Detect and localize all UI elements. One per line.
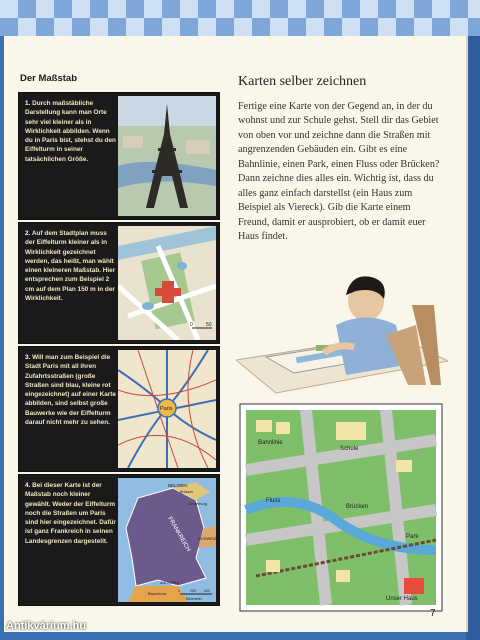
paris-label: Paris	[160, 406, 173, 412]
france-label: FRANKREICH	[166, 516, 191, 553]
section-title: Der Maßstab	[20, 73, 78, 84]
scale-panel-3	[18, 346, 220, 472]
france-scale-0: 0	[178, 589, 180, 593]
panel-3-text: 3. Will man zum Beispiel die Stadt Paris mit all ihren Zufahrtsstraßen (große Straßen sind blau, kleine rot eingezeichnet) auf einer Karte abbilden, sind selbst große Bauwerke wie der Eiffelturm darauf nicht mehr zu sehen.	[25, 354, 116, 426]
andorra-label: ANDORRA	[160, 581, 179, 585]
brussels-label: Brüssel	[180, 490, 193, 494]
page-number: 7	[430, 608, 436, 619]
map-label-bruecken: Brücken	[346, 504, 369, 510]
panel-1-text: 1. Durch maßstäbliche Darstellung kann man Orte sehr viel kleiner als in Wirklichkeit abbilden. Wenn du in Paris bist, stehst du den Eiffelturm in seiner tatsächlichen Größe.	[25, 100, 116, 163]
neighbourhood-map	[236, 400, 446, 615]
paris-roads-illustration	[118, 350, 216, 468]
france-scale-unit: Kilometer	[186, 597, 203, 601]
boy-drawing-map-illustration	[236, 265, 448, 400]
map-label-fluss: Fluss	[266, 498, 281, 504]
france-scale-200: 200	[190, 589, 196, 593]
panel-2-text: 2. Auf dem Stadtplan muss der Eiffelturm kleiner als in Wirklichkeit gezeichnet werden, das heißt, man wählt einen kleineren Maßstab. Hier entsprechen zum Beispiel 2 cm auf dem Plan 150 m in der Wirklichkeit.	[25, 230, 116, 302]
watermark: Antikvárium.hu	[6, 620, 87, 632]
barcelona-label: Barcelona	[148, 591, 167, 596]
map-label-park: Park	[406, 534, 419, 540]
map-label-schule: Schule	[340, 446, 359, 452]
belgium-label: BELGIEN	[168, 483, 188, 488]
france-map-illustration	[118, 478, 216, 602]
scale-panel-4	[18, 474, 220, 606]
plan-scale-end: 50	[206, 322, 212, 328]
switzerland-label: SCHWEIZ	[198, 536, 216, 541]
map-label-unser-haus: Unser Haus	[386, 596, 418, 602]
right-title: Karten selber zeichnen	[238, 74, 367, 89]
city-plan-illustration	[118, 226, 216, 340]
eiffel-tower-illustration	[118, 96, 216, 216]
book-edge	[466, 36, 480, 640]
scale-panel-1	[18, 92, 220, 220]
top-border-pattern-row	[0, 18, 480, 36]
luxembourg-label: Luxemburg	[188, 502, 207, 506]
panel-4-text: 4. Bei dieser Karte ist der Maßstab noch kleiner gewählt. Weder der Eiffelturm noch die Straßen um Paris sind hier eingezeichnet. Dafür ist ganz Frankreich in seinen Landesgrenzen dargestellt.	[25, 482, 116, 545]
france-scale-400: 400	[204, 589, 210, 593]
map-label-bahnlinie: Bahnlinie	[258, 440, 283, 446]
scale-panel-2	[18, 222, 220, 344]
intro-text: Fertige eine Karte von der Gegend an, in der du wohnst und zur Schule gehst. Stell dir das Gebiet von oben vor und zeichne dann die Straßen mit angrenzenden Gebäuden ein. Gibt es eine Bahnlinie, einen Park, einen Fluss oder Brücken? Dann zeichne dies alles ein. Wichtig ist, dass du alles ganz einfach darstellst (ein Haus zum Beispiel als Viereck). Gib die Karte einem Freund, damit er ausprobiert, ob er damit euer Haus findet.	[238, 101, 440, 243]
plan-scale-start: 0	[190, 322, 193, 328]
